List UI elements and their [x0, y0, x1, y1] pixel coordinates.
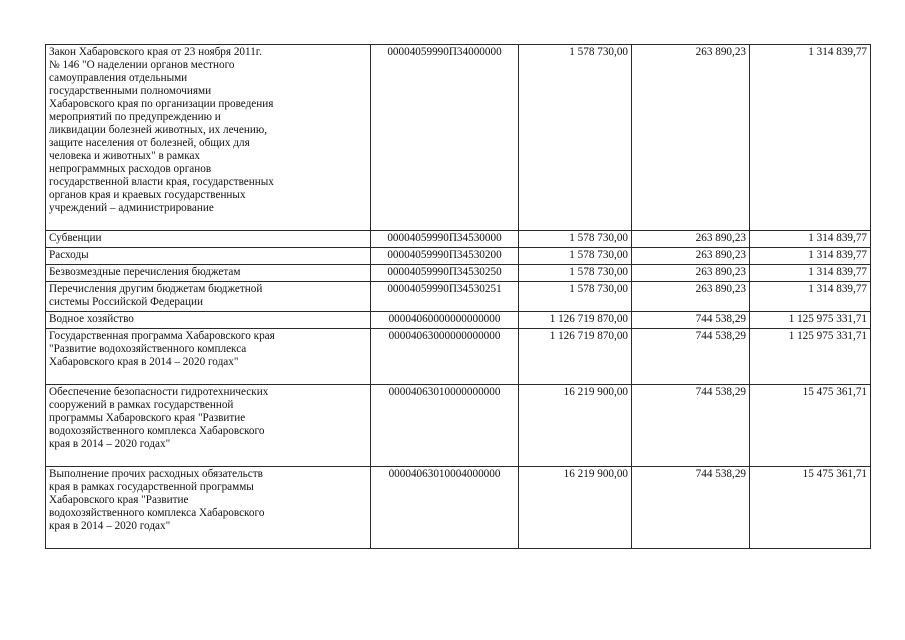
row-name-line: водохозяйственного комплекса Хабаровского [49, 425, 265, 437]
row-name-line: системы Российской Федерации [49, 296, 203, 308]
table-row [46, 231, 871, 248]
row-name-line: органов края и краевых государственных [49, 189, 246, 201]
row-name-line: государственной власти края, государственных [49, 176, 274, 188]
row-name-line: защите населения от болезней, общих для [49, 137, 250, 149]
row-spacer [49, 451, 367, 464]
row-executed-cell: 744 538,29 [632, 312, 750, 329]
row-assigned-cell: 1 126 719 870,00 [519, 329, 632, 385]
row-remaining-cell: 1 314 839,77 [750, 231, 871, 248]
row-remaining-cell: 1 314 839,77 [750, 265, 871, 282]
row-executed-cell: 263 890,23 [632, 231, 750, 248]
row-code-cell: 00004059990П34530250 [371, 265, 519, 282]
budget-table [45, 44, 871, 549]
row-code-cell: 00004063000000000000 [371, 329, 519, 385]
row-name-line: учреждений – администрирование [49, 202, 214, 214]
table-row [46, 385, 871, 467]
row-executed-cell: 744 538,29 [632, 329, 750, 385]
row-remaining-cell: 1 125 975 331,71 [750, 312, 871, 329]
row-remaining-cell: 1 314 839,77 [750, 248, 871, 265]
row-code-cell: 00004059990П34530251 [371, 282, 519, 312]
row-remaining-cell: 1 314 839,77 [750, 45, 871, 231]
row-code-cell: 00004063010004000000 [371, 467, 519, 549]
table-row [46, 265, 871, 282]
row-assigned-cell: 1 578 730,00 [519, 248, 632, 265]
table-row [46, 282, 871, 312]
row-name-line: Государственная программа Хабаровского края [49, 330, 275, 342]
budget-table-body [46, 45, 871, 549]
row-assigned-cell: 16 219 900,00 [519, 385, 632, 467]
row-code-cell: 00004059990П34530200 [371, 248, 519, 265]
row-name-line: Водное хозяйство [49, 313, 134, 325]
row-executed-cell: 263 890,23 [632, 248, 750, 265]
row-name-line: Хабаровского края "Развитие [49, 494, 189, 506]
row-name-line: государственными полномочиями [49, 85, 212, 97]
row-executed-cell: 744 538,29 [632, 385, 750, 467]
row-name-line: края в рамках государственной программы [49, 481, 254, 493]
row-remaining-cell: 1 314 839,77 [750, 282, 871, 312]
row-name-line: человека и животных" в рамках [49, 150, 201, 162]
row-code-cell: 00004060000000000000 [371, 312, 519, 329]
row-name-line: водохозяйственного комплекса Хабаровского [49, 507, 265, 519]
table-row [46, 45, 871, 231]
row-assigned-cell: 1 578 730,00 [519, 45, 632, 231]
row-remaining-cell: 15 475 361,71 [750, 467, 871, 549]
row-spacer [49, 533, 367, 546]
row-executed-cell: 263 890,23 [632, 45, 750, 231]
row-name-cell [46, 45, 371, 231]
row-name-cell [46, 231, 371, 248]
table-row [46, 312, 871, 329]
row-code-cell: 00004059990П34530000 [371, 231, 519, 248]
row-code-cell: 00004059990П34000000 [371, 45, 519, 231]
row-name-line: № 146 "О наделении органов местного [49, 59, 235, 71]
row-executed-cell: 263 890,23 [632, 265, 750, 282]
row-name-cell [46, 248, 371, 265]
row-name-line: края в 2014 – 2020 годах" [49, 520, 171, 532]
row-name-cell [46, 467, 371, 549]
row-assigned-cell: 1 578 730,00 [519, 282, 632, 312]
row-name-line: "Развитие водохозяйственного комплекса [49, 343, 247, 355]
row-name-line: Хабаровского края по организации проведения [49, 98, 274, 110]
row-name-cell [46, 312, 371, 329]
row-name-line: Расходы [49, 249, 89, 261]
row-name-cell [46, 385, 371, 467]
row-assigned-cell: 1 126 719 870,00 [519, 312, 632, 329]
row-executed-cell: 744 538,29 [632, 467, 750, 549]
row-name-line: Безвозмездные перечисления бюджетам [49, 266, 241, 278]
row-name-line: сооружений в рамках государственной [49, 399, 234, 411]
row-name-line: Перечисления другим бюджетам бюджетной [49, 283, 263, 295]
row-remaining-cell: 1 125 975 331,71 [750, 329, 871, 385]
row-name-cell [46, 329, 371, 385]
row-name-line: края в 2014 – 2020 годах" [49, 438, 171, 450]
row-name-line: Закон Хабаровского края от 23 ноября 2011г. [49, 46, 262, 58]
row-name-line: Выполнение прочих расходных обязательств [49, 468, 263, 480]
table-row [46, 329, 871, 385]
row-executed-cell: 263 890,23 [632, 282, 750, 312]
row-name-line: Хабаровского края в 2014 – 2020 годах" [49, 356, 239, 368]
row-spacer [49, 369, 367, 382]
row-code-cell: 00004063010000000000 [371, 385, 519, 467]
row-name-cell [46, 265, 371, 282]
row-name-line: ликвидации болезней животных, их лечению, [49, 124, 267, 136]
row-remaining-cell: 15 475 361,71 [750, 385, 871, 467]
row-spacer [49, 215, 367, 228]
row-assigned-cell: 1 578 730,00 [519, 265, 632, 282]
row-name-line: непрограммных расходов органов [49, 163, 212, 175]
table-row [46, 467, 871, 549]
row-assigned-cell: 16 219 900,00 [519, 467, 632, 549]
row-name-line: Субвенции [49, 232, 102, 244]
row-name-line: программы Хабаровского края "Развитие [49, 412, 246, 424]
row-name-line: самоуправления отдельными [49, 72, 188, 84]
row-name-line: Обеспечение безопасности гидротехнических [49, 386, 269, 398]
row-assigned-cell: 1 578 730,00 [519, 231, 632, 248]
row-name-cell [46, 282, 371, 312]
row-name-line: мероприятий по предупреждению и [49, 111, 221, 123]
table-row [46, 248, 871, 265]
